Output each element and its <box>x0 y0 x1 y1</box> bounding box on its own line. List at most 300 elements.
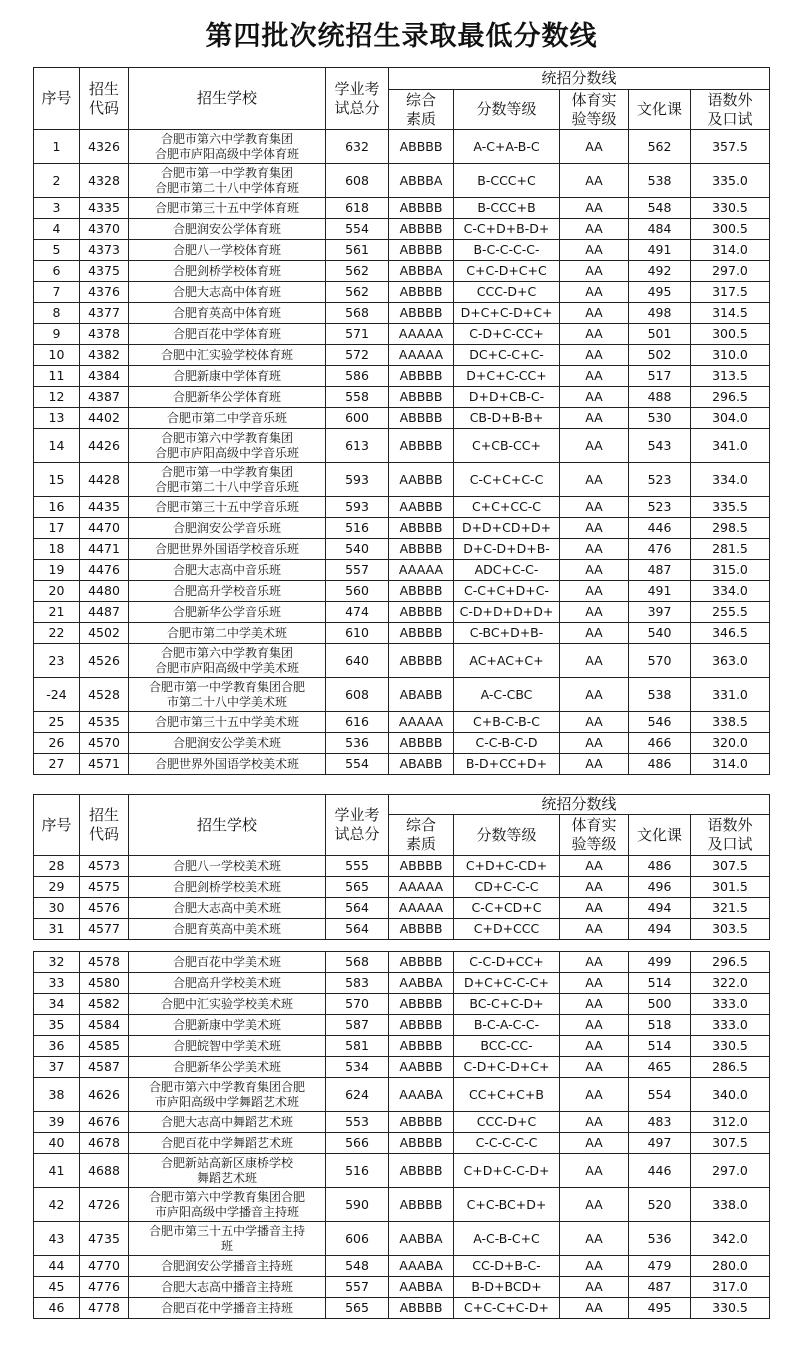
cell-wh: 465 <box>629 1057 691 1078</box>
cell-yw: 357.5 <box>691 130 770 164</box>
cell-school <box>129 560 326 581</box>
cell-grade: C+D+CCC <box>454 919 560 940</box>
school-name: 合肥大志高中音乐班 <box>172 562 281 577</box>
cell-total: 557 <box>326 1277 389 1298</box>
cell-yw: 338.5 <box>691 712 770 733</box>
cell-school <box>129 463 326 497</box>
cell-ty: AA <box>560 1222 629 1256</box>
cell-yw: 334.0 <box>691 463 770 497</box>
cell-zhsz: ABBBB <box>389 1015 454 1036</box>
cell-code: 4428 <box>80 463 129 497</box>
cell-ty: AA <box>560 1078 629 1112</box>
cell-code: 4578 <box>80 952 129 973</box>
table-header-repeat <box>34 795 770 856</box>
cell-school <box>129 1036 326 1057</box>
school-name: 合肥高升学校美术班 <box>172 975 281 990</box>
cell-ty: AA <box>560 919 629 940</box>
cell-seq: 18 <box>34 539 80 560</box>
cell-wh: 495 <box>629 1298 691 1319</box>
cell-zhsz: ABBBB <box>389 1133 454 1154</box>
cell-zhsz: ABBBB <box>389 581 454 602</box>
cell-zhsz: ABBBB <box>389 240 454 261</box>
cell-zhsz: AAAAA <box>389 712 454 733</box>
cell-zhsz: ABBBB <box>389 1036 454 1057</box>
cell-ty: AA <box>560 1277 629 1298</box>
cell-code: 4528 <box>80 678 129 712</box>
table-row <box>34 345 770 366</box>
cell-ty: AA <box>560 219 629 240</box>
cell-code: 4688 <box>80 1154 129 1188</box>
cell-seq: 9 <box>34 324 80 345</box>
cell-grade: D+C-D+D+B- <box>454 539 560 560</box>
table-row <box>34 1188 770 1222</box>
cell-seq: 41 <box>34 1154 80 1188</box>
cell-code: 4376 <box>80 282 129 303</box>
cell-code: 4778 <box>80 1298 129 1319</box>
cell-grade: D+D+CD+D+ <box>454 518 560 539</box>
cell-seq: 45 <box>34 1277 80 1298</box>
cell-seq: 31 <box>34 919 80 940</box>
cell-code: 4584 <box>80 1015 129 1036</box>
cell-code: 4370 <box>80 219 129 240</box>
cell-total: 557 <box>326 560 389 581</box>
cell-code: 4375 <box>80 261 129 282</box>
cell-grade: B-C-A-C-C- <box>454 1015 560 1036</box>
cell-yw: 281.5 <box>691 539 770 560</box>
cell-yw: 322.0 <box>691 973 770 994</box>
cell-school <box>129 712 326 733</box>
cell-code: 4571 <box>80 754 129 775</box>
table-row <box>34 678 770 712</box>
cell-total: 558 <box>326 387 389 408</box>
cell-ty: AA <box>560 560 629 581</box>
cell-yw: 314.5 <box>691 303 770 324</box>
cell-wh: 476 <box>629 539 691 560</box>
cell-wh: 466 <box>629 733 691 754</box>
cell-grade: ADC+C-C- <box>454 560 560 581</box>
cell-ty: AA <box>560 678 629 712</box>
cell-total: 640 <box>326 644 389 678</box>
cell-school <box>129 130 326 164</box>
cell-ty: AA <box>560 973 629 994</box>
cell-zhsz: ABBBB <box>389 602 454 623</box>
cell-school <box>129 324 326 345</box>
cell-school <box>129 303 326 324</box>
header-zhsz <box>389 815 454 856</box>
cell-seq: 6 <box>34 261 80 282</box>
cell-total: 571 <box>326 324 389 345</box>
cell-school <box>129 387 326 408</box>
cell-grade: C+C-BC+D+ <box>454 1188 560 1222</box>
score-table-part3 <box>33 951 770 1319</box>
cell-yw: 320.0 <box>691 733 770 754</box>
cell-school <box>129 623 326 644</box>
cell-total: 568 <box>326 952 389 973</box>
cell-wh: 538 <box>629 678 691 712</box>
cell-yw: 330.5 <box>691 198 770 219</box>
cell-total: 534 <box>326 1057 389 1078</box>
cell-total: 608 <box>326 678 389 712</box>
cell-ty: AA <box>560 754 629 775</box>
school-name: 合肥新康中学美术班 <box>172 1017 281 1032</box>
cell-grade: C-C-D+CC+ <box>454 952 560 973</box>
cell-zhsz: ABBBB <box>389 1154 454 1188</box>
cell-yw: 304.0 <box>691 408 770 429</box>
cell-yw: 315.0 <box>691 560 770 581</box>
cell-grade: B-C-C-C-C- <box>454 240 560 261</box>
cell-school <box>129 952 326 973</box>
cell-ty: AA <box>560 303 629 324</box>
cell-total: 560 <box>326 581 389 602</box>
cell-wh: 538 <box>629 164 691 198</box>
school-name: 合肥高升学校音乐班 <box>172 583 281 598</box>
page-title: 第四批次统招生录取最低分数线 <box>205 21 598 52</box>
school-name: 合肥八一学校美术班 <box>172 858 281 873</box>
cell-ty: AA <box>560 623 629 644</box>
cell-code: 4328 <box>80 164 129 198</box>
cell-yw: 300.5 <box>691 219 770 240</box>
school-name: 合肥润安公学体育班 <box>172 221 281 236</box>
header-code-text: 招生 代码 <box>88 79 119 117</box>
cell-code: 4471 <box>80 539 129 560</box>
cell-wh: 484 <box>629 219 691 240</box>
cell-zhsz: ABBBB <box>389 952 454 973</box>
cell-yw: 330.5 <box>691 1036 770 1057</box>
school-name: 合肥润安公学播音主持班 <box>160 1258 293 1273</box>
cell-grade: B-D+BCD+ <box>454 1277 560 1298</box>
cell-wh: 499 <box>629 952 691 973</box>
header-ty <box>560 815 629 856</box>
cell-zhsz: ABBBB <box>389 429 454 463</box>
cell-grade: D+D+CB-C- <box>454 387 560 408</box>
cell-wh: 497 <box>629 1133 691 1154</box>
header-school: 招生学校 <box>129 795 326 856</box>
cell-grade: B-CCC+B <box>454 198 560 219</box>
cell-school <box>129 1133 326 1154</box>
cell-seq: 8 <box>34 303 80 324</box>
cell-grade: BC-C+C-D+ <box>454 994 560 1015</box>
cell-seq: 10 <box>34 345 80 366</box>
table-row <box>34 240 770 261</box>
cell-code: 4426 <box>80 429 129 463</box>
header-total-text: 学业考 试总分 <box>334 79 380 117</box>
cell-total: 516 <box>326 1154 389 1188</box>
cell-wh: 514 <box>629 1036 691 1057</box>
cell-yw: 280.0 <box>691 1256 770 1277</box>
cell-yw: 342.0 <box>691 1222 770 1256</box>
cell-seq: 14 <box>34 429 80 463</box>
cell-ty: AA <box>560 130 629 164</box>
cell-ty: AA <box>560 994 629 1015</box>
table-row <box>34 282 770 303</box>
cell-total: 616 <box>326 712 389 733</box>
cell-school <box>129 261 326 282</box>
cell-wh: 487 <box>629 1277 691 1298</box>
cell-grade: B-D+CC+D+ <box>454 754 560 775</box>
cell-zhsz: ABABB <box>389 678 454 712</box>
cell-code: 4626 <box>80 1078 129 1112</box>
cell-total: 586 <box>326 366 389 387</box>
cell-zhsz: ABBBB <box>389 130 454 164</box>
cell-zhsz: AAAAA <box>389 324 454 345</box>
cell-grade: C+CB-CC+ <box>454 429 560 463</box>
table-row <box>34 164 770 198</box>
cell-school <box>129 240 326 261</box>
cell-grade: DC+C-C+C- <box>454 345 560 366</box>
school-name: 合肥世界外国语学校美术班 <box>154 756 299 771</box>
cell-ty: AA <box>560 602 629 623</box>
cell-school <box>129 345 326 366</box>
cell-wh: 548 <box>629 198 691 219</box>
cell-grade: D+C+C-D+C+ <box>454 303 560 324</box>
cell-total: 564 <box>326 919 389 940</box>
cell-school <box>129 429 326 463</box>
cell-zhsz: ABBBB <box>389 919 454 940</box>
cell-code: 4387 <box>80 387 129 408</box>
cell-school <box>129 1015 326 1036</box>
header-wh: 文化课 <box>629 90 691 130</box>
cell-yw: 296.5 <box>691 387 770 408</box>
cell-zhsz: AABBA <box>389 1277 454 1298</box>
cell-total: 608 <box>326 164 389 198</box>
school-name: 合肥八一学校体育班 <box>172 242 281 257</box>
cell-ty: AA <box>560 733 629 754</box>
cell-school <box>129 164 326 198</box>
header-ty <box>560 90 629 130</box>
school-name: 合肥市第一中学教育集团 合肥市第二十八中学音乐班 <box>154 464 299 494</box>
cell-ty: AA <box>560 856 629 877</box>
cell-wh: 554 <box>629 1078 691 1112</box>
cell-zhsz: ABBBB <box>389 198 454 219</box>
cell-yw: 335.0 <box>691 164 770 198</box>
cell-zhsz: ABBBA <box>389 164 454 198</box>
cell-total: 587 <box>326 1015 389 1036</box>
cell-yw: 333.0 <box>691 1015 770 1036</box>
cell-seq: 38 <box>34 1078 80 1112</box>
table-row <box>34 198 770 219</box>
cell-total: 564 <box>326 898 389 919</box>
cell-school <box>129 1298 326 1319</box>
cell-seq: 16 <box>34 497 80 518</box>
table-row <box>34 1222 770 1256</box>
cell-school <box>129 219 326 240</box>
school-name: 合肥育英高中体育班 <box>172 305 281 320</box>
cell-zhsz: AABBA <box>389 1222 454 1256</box>
cell-grade: C+C+CC-C <box>454 497 560 518</box>
cell-grade: C-C-C-C-C <box>454 1133 560 1154</box>
cell-yw: 303.5 <box>691 919 770 940</box>
cell-zhsz: AABBB <box>389 463 454 497</box>
table-row <box>34 1154 770 1188</box>
cell-school <box>129 877 326 898</box>
cell-seq: 23 <box>34 644 80 678</box>
table-row <box>34 1277 770 1298</box>
cell-seq: 27 <box>34 754 80 775</box>
cell-school <box>129 1188 326 1222</box>
cell-code: 4580 <box>80 973 129 994</box>
cell-yw: 286.5 <box>691 1057 770 1078</box>
cell-total: 561 <box>326 240 389 261</box>
cell-yw: 297.0 <box>691 1154 770 1188</box>
table-row <box>34 429 770 463</box>
school-name: 合肥新站高新区康桥学校 舞蹈艺术班 <box>160 1155 293 1185</box>
school-name: 合肥大志高中播音主持班 <box>160 1279 293 1294</box>
cell-zhsz: ABBBB <box>389 518 454 539</box>
table-row <box>34 994 770 1015</box>
cell-seq: 43 <box>34 1222 80 1256</box>
cell-code: 4470 <box>80 518 129 539</box>
cell-grade: D+C+C-C-C+ <box>454 973 560 994</box>
cell-total: 548 <box>326 1256 389 1277</box>
cell-wh: 492 <box>629 261 691 282</box>
cell-zhsz: AAAAA <box>389 898 454 919</box>
cell-total: 570 <box>326 994 389 1015</box>
school-name: 合肥市第三十五中学美术班 <box>154 714 299 729</box>
table-row <box>34 644 770 678</box>
cell-school <box>129 1078 326 1112</box>
table-row <box>34 539 770 560</box>
cell-school <box>129 1277 326 1298</box>
cell-ty: AA <box>560 1298 629 1319</box>
cell-grade: C-D+C-D+C+ <box>454 1057 560 1078</box>
cell-yw: 312.0 <box>691 1112 770 1133</box>
cell-grade: A-C-B-C+C <box>454 1222 560 1256</box>
cell-seq: 21 <box>34 602 80 623</box>
school-name: 合肥市第六中学教育集团 合肥市庐阳高级中学音乐班 <box>154 430 299 460</box>
school-name: 合肥百花中学体育班 <box>172 326 281 341</box>
header-ty-text: 体育实 验等级 <box>571 816 617 853</box>
cell-code: 4573 <box>80 856 129 877</box>
cell-wh: 501 <box>629 324 691 345</box>
cell-code: 4373 <box>80 240 129 261</box>
table-row <box>34 952 770 973</box>
cell-code: 4726 <box>80 1188 129 1222</box>
cell-seq: 34 <box>34 994 80 1015</box>
cell-wh: 397 <box>629 602 691 623</box>
cell-seq: 13 <box>34 408 80 429</box>
cell-total: 613 <box>326 429 389 463</box>
cell-school <box>129 1222 326 1256</box>
cell-total: 581 <box>326 1036 389 1057</box>
cell-wh: 498 <box>629 303 691 324</box>
cell-total: 593 <box>326 463 389 497</box>
cell-code: 4402 <box>80 408 129 429</box>
cell-wh: 479 <box>629 1256 691 1277</box>
cell-wh: 517 <box>629 366 691 387</box>
school-name: 合肥中汇实验学校美术班 <box>160 996 293 1011</box>
cell-zhsz: ABBBB <box>389 623 454 644</box>
cell-grade: A-C+A-B-C <box>454 130 560 164</box>
school-name: 合肥市第三十五中学体育班 <box>154 200 299 215</box>
cell-zhsz: AABBB <box>389 497 454 518</box>
cell-total: 566 <box>326 1133 389 1154</box>
cell-total: 516 <box>326 518 389 539</box>
header-yw <box>691 90 770 130</box>
school-name: 合肥市第三十五中学音乐班 <box>154 499 299 514</box>
school-name: 合肥育英高中美术班 <box>172 921 281 936</box>
cell-wh: 488 <box>629 387 691 408</box>
cell-wh: 495 <box>629 282 691 303</box>
school-name: 合肥百花中学播音主持班 <box>160 1300 293 1315</box>
cell-ty: AA <box>560 282 629 303</box>
school-name: 合肥世界外国语学校音乐班 <box>154 541 299 556</box>
cell-zhsz: AAABA <box>389 1256 454 1277</box>
header-group: 统招分数线 <box>389 795 770 815</box>
cell-code: 4335 <box>80 198 129 219</box>
cell-wh: 494 <box>629 898 691 919</box>
cell-zhsz: ABBBB <box>389 408 454 429</box>
header-total-text: 学业考 试总分 <box>334 806 380 843</box>
cell-school <box>129 678 326 712</box>
cell-ty: AA <box>560 164 629 198</box>
cell-code: 4535 <box>80 712 129 733</box>
cell-ty: AA <box>560 408 629 429</box>
cell-seq: 2 <box>34 164 80 198</box>
cell-school <box>129 602 326 623</box>
cell-seq: 32 <box>34 952 80 973</box>
cell-code: 4735 <box>80 1222 129 1256</box>
header-group: 统招分数线 <box>389 68 770 90</box>
table-row <box>34 1036 770 1057</box>
cell-seq: 5 <box>34 240 80 261</box>
cell-yw: 317.5 <box>691 282 770 303</box>
cell-ty: AA <box>560 1154 629 1188</box>
table-row <box>34 497 770 518</box>
school-name: 合肥市第一中学教育集团合肥 市第二十八中学美术班 <box>148 679 305 709</box>
cell-yw: 313.5 <box>691 366 770 387</box>
cell-grade: C-C+C+D+C- <box>454 581 560 602</box>
cell-school <box>129 1112 326 1133</box>
cell-zhsz: ABABB <box>389 754 454 775</box>
cell-grade: C-C+D+B-D+ <box>454 219 560 240</box>
cell-yw: 296.5 <box>691 952 770 973</box>
cell-yw: 310.0 <box>691 345 770 366</box>
cell-wh: 514 <box>629 973 691 994</box>
cell-ty: AA <box>560 497 629 518</box>
cell-grade: C-D+D+D+D+ <box>454 602 560 623</box>
header-wh: 文化课 <box>629 815 691 856</box>
cell-ty: AA <box>560 261 629 282</box>
cell-wh: 523 <box>629 497 691 518</box>
cell-grade: BCC-CC- <box>454 1036 560 1057</box>
table-row <box>34 877 770 898</box>
school-name: 合肥市第六中学教育集团合肥 市庐阳高级中学舞蹈艺术班 <box>148 1079 305 1109</box>
cell-code: 4487 <box>80 602 129 623</box>
table-row <box>34 712 770 733</box>
cell-ty: AA <box>560 952 629 973</box>
cell-grade: C+D+C-C-D+ <box>454 1154 560 1188</box>
cell-grade: CC+C+C+B <box>454 1078 560 1112</box>
cell-wh: 491 <box>629 581 691 602</box>
cell-grade: C-D+C-CC+ <box>454 324 560 345</box>
cell-seq: 37 <box>34 1057 80 1078</box>
cell-code: 4384 <box>80 366 129 387</box>
cell-seq: 29 <box>34 877 80 898</box>
cell-grade: CCC-D+C <box>454 282 560 303</box>
cell-school <box>129 408 326 429</box>
cell-code: 4678 <box>80 1133 129 1154</box>
cell-grade: D+C+C-CC+ <box>454 366 560 387</box>
cell-wh: 543 <box>629 429 691 463</box>
cell-school <box>129 282 326 303</box>
cell-seq: 44 <box>34 1256 80 1277</box>
cell-ty: AA <box>560 324 629 345</box>
cell-school <box>129 1154 326 1188</box>
cell-wh: 570 <box>629 644 691 678</box>
cell-ty: AA <box>560 345 629 366</box>
cell-yw: 321.5 <box>691 898 770 919</box>
cell-yw: 298.5 <box>691 518 770 539</box>
